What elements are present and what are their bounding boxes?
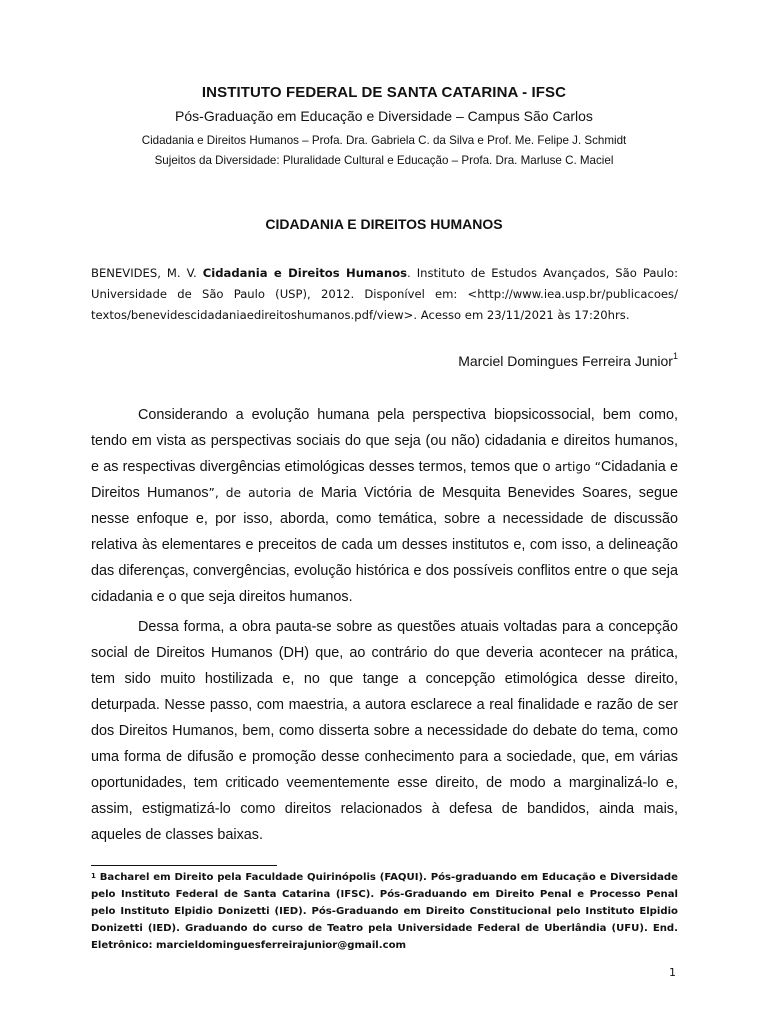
page-number: 1 [669, 966, 676, 979]
reference-prefix: BENEVIDES, M. V. [91, 266, 203, 280]
program-heading: Pós-Graduação em Educação e Diversidade – Campus São Carlos [175, 108, 593, 124]
footnote [91, 869, 678, 954]
paragraph-1-authorship: ”, de autoria de [208, 486, 314, 500]
author-footnote-mark: 1 [672, 351, 678, 361]
course-line-2: Sujeitos da Diversidade: Pluralidade Cultural e Educação – Profa. Dra. Marluse C. Maciel [154, 154, 614, 167]
bibliographic-reference [91, 263, 678, 326]
footnote-divider [91, 865, 277, 866]
paragraph-1-part-d: Maria Victória de Mesquita Benevides Soares, segue nesse enfoque e, por isso, aborda, como temática, sobre a necessidade de discussão relativa às elementares e preceitos de cada um desses institutos e, com isso, a delineação das diferenças, convergências, evolução histórica e dos possíveis conflitos entre o que seja cidadania e o que seja direitos humanos. [91, 485, 678, 605]
reference-rest: . Instituto de Estudos Avançados, São Paulo: Universidade de São Paulo (USP), 2012. Disponível em: <http://www.iea.usp.br/publicacoes/ textos/benevidescidadaniaedireitoshumanos.pdf/view>. Acesso em 23/11/2021 às 17:20hrs. [91, 266, 678, 322]
document-title: CIDADANIA E DIREITOS HUMANOS [265, 216, 503, 232]
paragraph-1-part-a: Considerando a evolução humana pela perspectiva biopsicossocial, bem como, tendo em vista as perspectivas sociais do que seja (ou não) cidadania e direitos humanos, e as respectivas divergências etimológicas desses termos, temos que o [91, 407, 678, 475]
footnote-text: Bacharel em Direito pela Faculdade Quirinópolis (FAQUI). Pós-graduando em Educação e Diversidade pelo Instituto Federal de Santa Catarina (IFSC). Pós-Graduando em Direito Penal e Processo Penal pelo Instituto Elpidio Donizetti (IED). Pós-Graduando em Direito Constitucional pelo Instituto Elpidio Donizetti (IED). Graduando do curso de Teatro pela Universidade Federal de Uberlândia (UFU). End. Eletrônico: marcieldominguesferreirajunior@gmail.com [91, 872, 678, 951]
paragraph-2: Dessa forma, a obra pauta-se sobre as questões atuais voltadas para a concepção social de Direitos Humanos (DH) que, ao contrário do que deveria acontecer na prática, tem sido muito hostilizada e, no que tange a concepção etimológica desse direito, deturpada. Nesse passo, com maestria, a autora esclarece a real finalidade e razão de ser dos Direitos Humanos, bem, como disserta sobre a necessidade do debate do tema, como uma forma de difusão e promoção desse conhecimento para a sociedade, que, em várias oportunidades, tem criticado veementemente esse direito, de modo a marginalizá-lo e, assim, estigmatizá-lo como direitos relacionados à defesa de bandidos, ainda mais, aqueles de classes baixas. [91, 619, 678, 843]
footnote-mark: 1 [91, 872, 96, 880]
paragraph-1 [91, 402, 678, 610]
paragraph-1-artigo: artigo “ [554, 460, 601, 474]
author-line [458, 353, 678, 369]
course-line-1: Cidadania e Direitos Humanos – Profa. Dra. Gabriela C. da Silva e Prof. Me. Felipe J. Schmidt [141, 134, 627, 147]
author-name: Marciel Domingues Ferreira Junior [458, 353, 673, 369]
institute-heading: INSTITUTO FEDERAL DE SANTA CATARINA - IFSC [201, 84, 567, 101]
paragraph-1-article-title: Cidadania e Direitos Humanos [91, 459, 678, 501]
reference-work-title: Cidadania e Direitos Humanos [202, 266, 407, 280]
